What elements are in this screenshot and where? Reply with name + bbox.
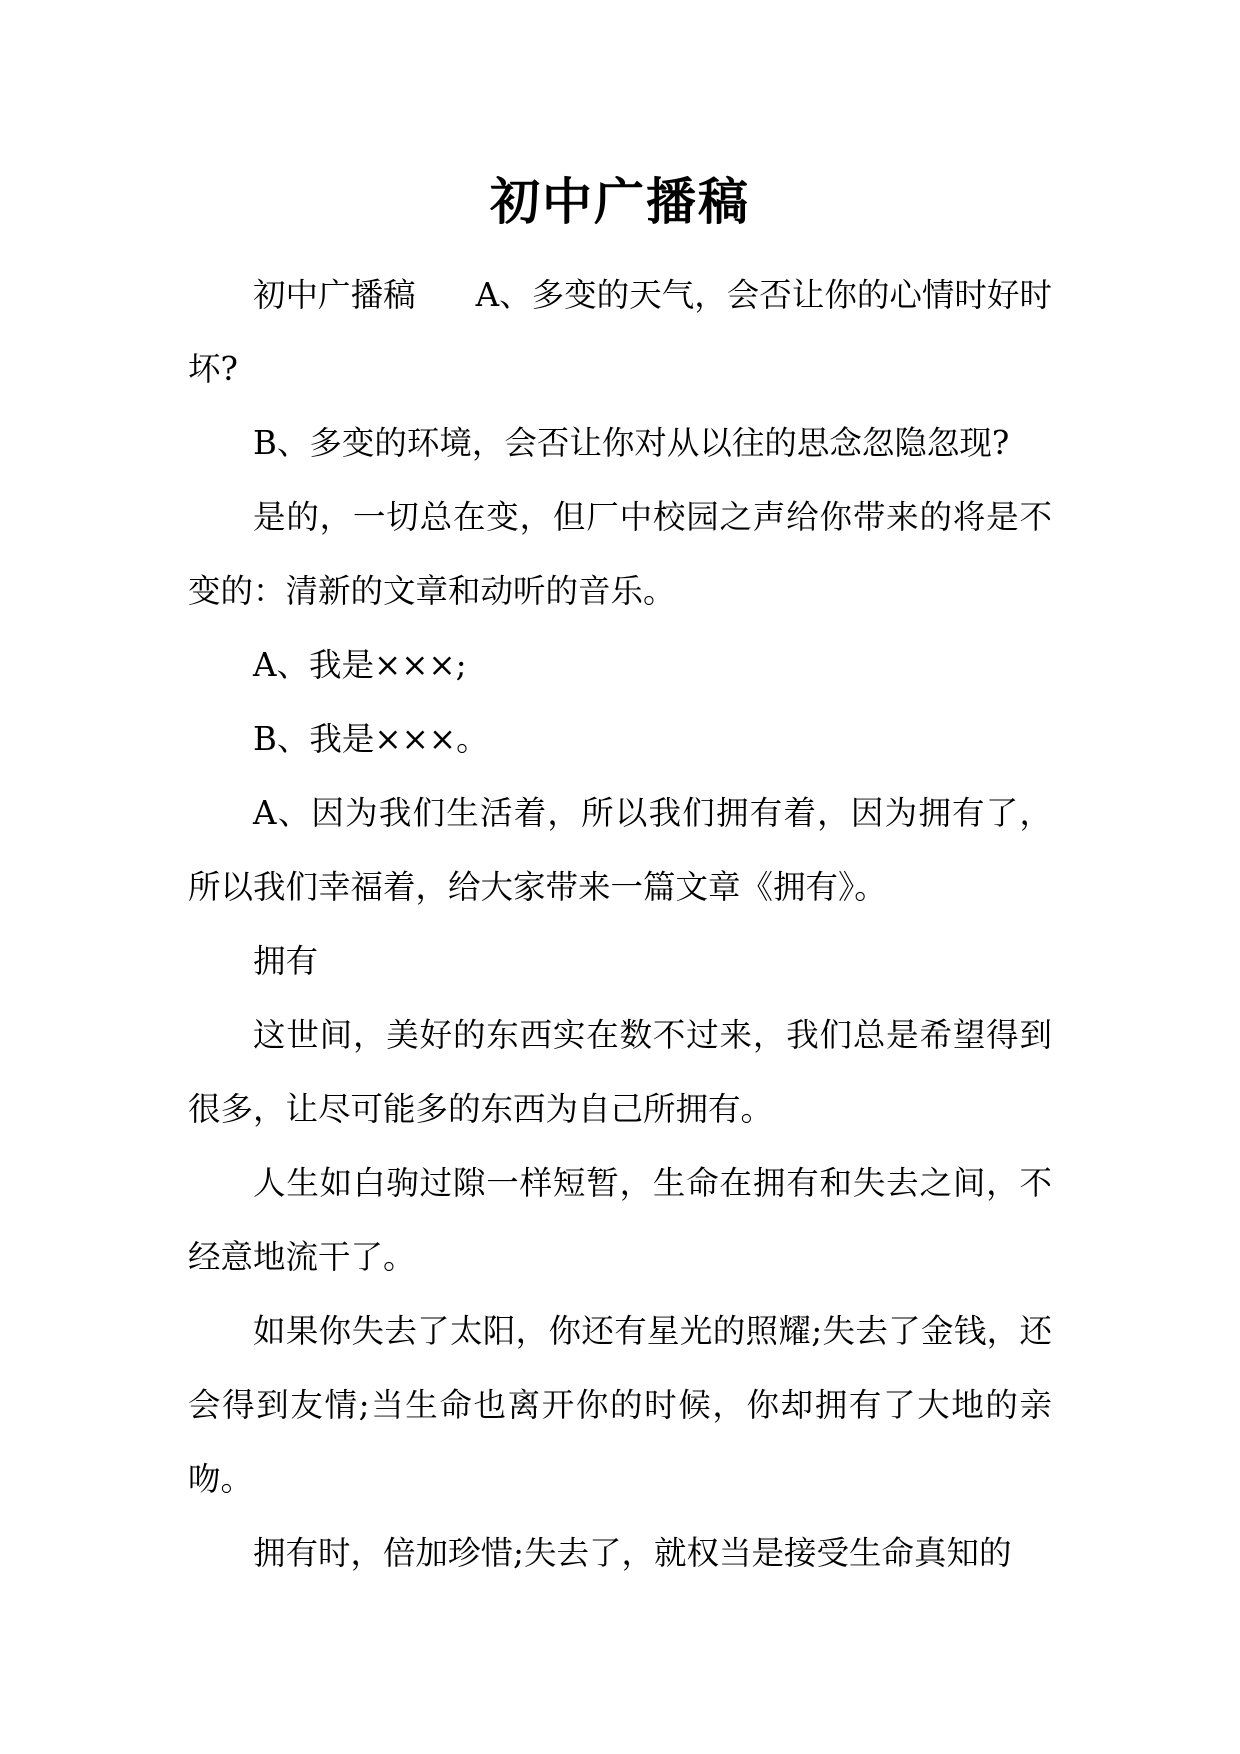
paragraph: B、多变的环境，会否让你对从以往的思念忽隐忽现?: [253, 424, 1010, 462]
paragraph: 这世间，美好的东西实在数不过来，我们总是希望得到很多，让尽可能多的东西为自己所拥有。: [188, 1016, 1052, 1128]
paragraph: B、我是×××。: [253, 720, 489, 758]
page-title: 初中广播稿: [490, 172, 750, 231]
paragraph: 拥有时，倍加珍惜;失去了，就权当是接受生命真知的: [253, 1534, 1012, 1572]
paragraph: A、因为我们生活着，所以我们拥有着，因为拥有了，所以我们幸福着，给大家带来一篇文章《拥有》。: [188, 794, 1052, 906]
document-body: [188, 258, 1052, 1590]
article-heading: 拥有: [253, 942, 319, 980]
paragraph: 是的，一切总在变，但厂中校园之声给你带来的将是不变的：清新的文章和动听的音乐。: [188, 498, 1052, 610]
paragraph: 人生如白驹过隙一样短暂，生命在拥有和失去之间，不经意地流干了。: [188, 1164, 1052, 1276]
intro-label: 初中广播稿: [253, 276, 416, 314]
intro-paragraph: [188, 258, 1052, 406]
intro-text: A、多变的天气，会否让你的心情时好时坏?: [188, 276, 1052, 388]
paragraph: 如果你失去了太阳，你还有星光的照耀;失去了金钱，还会得到友情;当生命也离开你的时候，你却拥有了大地的亲吻。: [188, 1312, 1052, 1498]
paragraph: A、我是×××;: [253, 646, 467, 684]
